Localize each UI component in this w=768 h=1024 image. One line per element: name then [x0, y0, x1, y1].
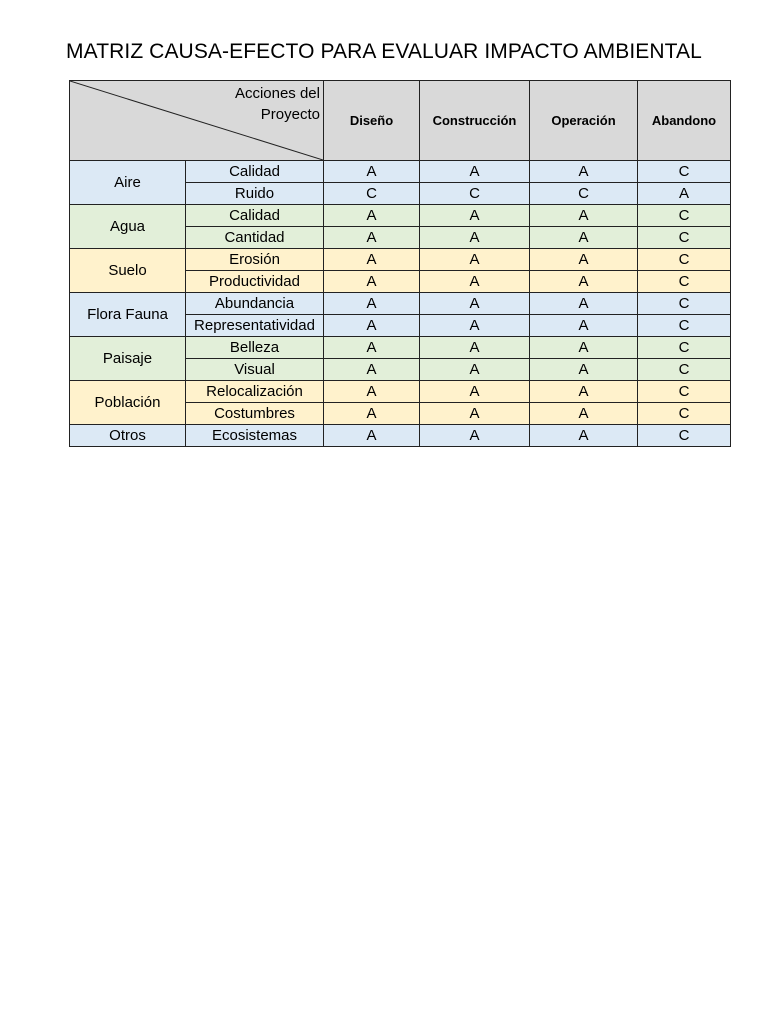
impact-value-cell: A	[324, 315, 420, 337]
header-corner-cell	[70, 81, 324, 161]
impact-value-cell: A	[420, 271, 530, 293]
table-row	[70, 381, 731, 403]
environmental-factor-cell: Representatividad	[186, 315, 324, 337]
environmental-factor-cell: Cantidad	[186, 227, 324, 249]
environmental-factor-cell: Ecosistemas	[186, 425, 324, 447]
impact-value-cell: A	[530, 227, 638, 249]
environmental-factor-cell: Calidad	[186, 161, 324, 183]
impact-value-cell: C	[638, 403, 731, 425]
environmental-component-cell: Agua	[70, 205, 186, 249]
impact-value-cell: C	[420, 183, 530, 205]
impact-value-cell: A	[324, 359, 420, 381]
impact-value-cell: A	[530, 161, 638, 183]
column-header-abandono: Abandono	[638, 81, 731, 161]
impact-value-cell: A	[420, 293, 530, 315]
environmental-factor-cell: Calidad	[186, 205, 324, 227]
impact-value-cell: C	[638, 161, 731, 183]
impact-value-cell: A	[530, 315, 638, 337]
environmental-component-cell: Flora Fauna	[70, 293, 186, 337]
impact-value-cell: A	[324, 205, 420, 227]
environmental-factor-cell: Costumbres	[186, 403, 324, 425]
impact-value-cell: A	[530, 359, 638, 381]
impact-value-cell: C	[324, 183, 420, 205]
impact-value-cell: A	[324, 227, 420, 249]
impact-value-cell: A	[324, 425, 420, 447]
impact-value-cell: A	[420, 359, 530, 381]
environmental-factor-cell: Abundancia	[186, 293, 324, 315]
table-row	[70, 205, 731, 227]
impact-value-cell: C	[638, 425, 731, 447]
impact-value-cell: C	[638, 359, 731, 381]
impact-value-cell: A	[324, 249, 420, 271]
impact-value-cell: A	[324, 381, 420, 403]
column-header-diseno: Diseño	[324, 81, 420, 161]
environmental-factor-cell: Relocalización	[186, 381, 324, 403]
impact-value-cell: A	[324, 293, 420, 315]
table-row	[70, 293, 731, 315]
header-row	[70, 81, 731, 161]
environmental-factor-cell: Productividad	[186, 271, 324, 293]
impact-value-cell: A	[420, 249, 530, 271]
impact-value-cell: A	[530, 403, 638, 425]
environmental-component-cell: Suelo	[70, 249, 186, 293]
actions-label-line1: Acciones del	[234, 85, 320, 102]
impact-value-cell: C	[638, 337, 731, 359]
impact-value-cell: A	[420, 381, 530, 403]
impact-value-cell: C	[638, 293, 731, 315]
column-header-construccion: Construcción	[420, 81, 530, 161]
actions-label-line2: Proyecto	[260, 106, 320, 123]
impact-value-cell: A	[420, 205, 530, 227]
page-title: MATRIZ CAUSA-EFECTO PARA EVALUAR IMPACTO AMBIENTAL	[66, 40, 702, 63]
impact-value-cell: A	[530, 205, 638, 227]
impact-value-cell: A	[324, 403, 420, 425]
impact-value-cell: A	[530, 249, 638, 271]
impact-value-cell: A	[530, 337, 638, 359]
impact-value-cell: A	[420, 227, 530, 249]
impact-matrix-table	[69, 80, 731, 447]
matrix-body	[70, 161, 731, 447]
actions-label	[210, 83, 320, 125]
impact-value-cell: A	[420, 337, 530, 359]
environmental-factor-cell: Visual	[186, 359, 324, 381]
impact-value-cell: C	[638, 205, 731, 227]
impact-value-cell: A	[530, 271, 638, 293]
environmental-component-cell: Aire	[70, 161, 186, 205]
impact-value-cell: A	[420, 403, 530, 425]
impact-value-cell: A	[530, 293, 638, 315]
environmental-factor-cell: Erosión	[186, 249, 324, 271]
table-row	[70, 249, 731, 271]
impact-value-cell: A	[324, 161, 420, 183]
impact-value-cell: C	[638, 271, 731, 293]
environmental-factor-cell: Belleza	[186, 337, 324, 359]
impact-value-cell: A	[420, 315, 530, 337]
environmental-component-cell: Otros	[70, 425, 186, 447]
column-header-operacion: Operación	[530, 81, 638, 161]
impact-value-cell: C	[530, 183, 638, 205]
impact-value-cell: A	[420, 161, 530, 183]
impact-value-cell: A	[530, 425, 638, 447]
impact-value-cell: C	[638, 227, 731, 249]
environmental-component-cell: Población	[70, 381, 186, 425]
impact-value-cell: A	[420, 425, 530, 447]
environmental-component-cell: Paisaje	[70, 337, 186, 381]
table-row	[70, 337, 731, 359]
impact-value-cell: C	[638, 249, 731, 271]
impact-value-cell: A	[638, 183, 731, 205]
impact-value-cell: A	[324, 337, 420, 359]
impact-value-cell: C	[638, 315, 731, 337]
impact-value-cell: C	[638, 381, 731, 403]
table-row	[70, 425, 731, 447]
impact-value-cell: A	[530, 381, 638, 403]
environmental-factor-cell: Ruido	[186, 183, 324, 205]
impact-value-cell: A	[324, 271, 420, 293]
table-row	[70, 161, 731, 183]
